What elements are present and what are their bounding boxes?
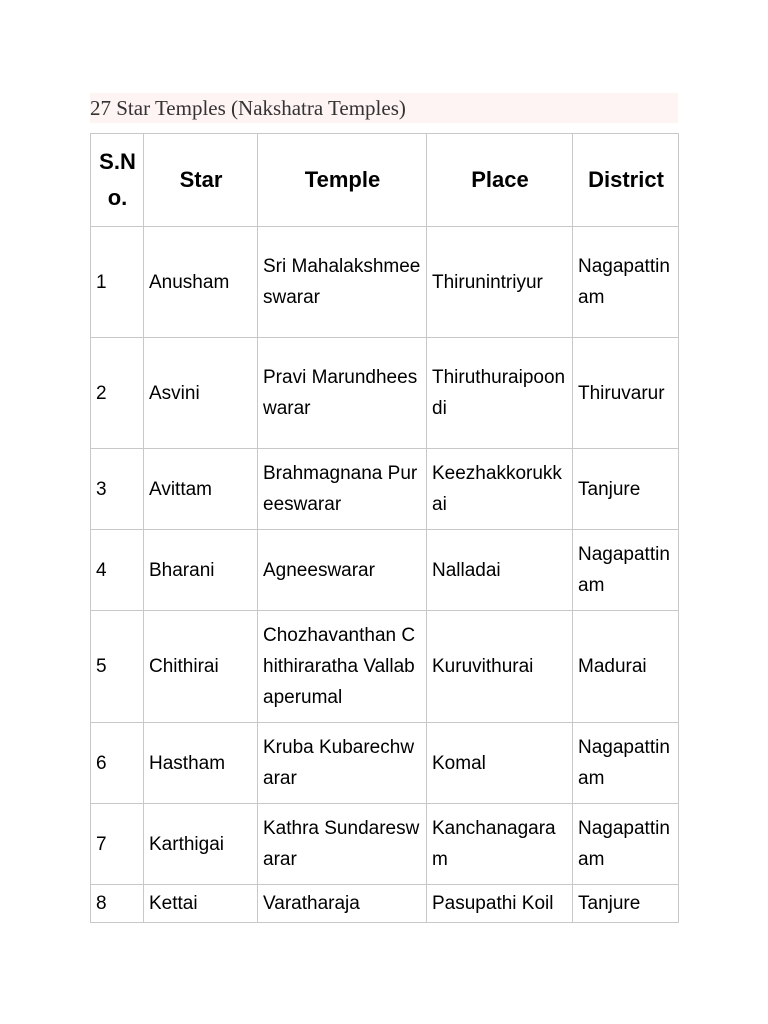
cell-district: Tanjure [573, 885, 679, 923]
cell-place: Thirunintriyur [427, 227, 573, 338]
cell-star: Hastham [144, 723, 258, 804]
cell-star: Avittam [144, 449, 258, 530]
cell-sno: 5 [91, 611, 144, 723]
cell-place: Komal [427, 723, 573, 804]
cell-star: Chithirai [144, 611, 258, 723]
cell-temple: Sri Mahalakshmeeswarar [258, 227, 427, 338]
cell-sno: 4 [91, 530, 144, 611]
cell-place: Keezhakkorukkai [427, 449, 573, 530]
cell-sno: 2 [91, 338, 144, 449]
cell-district: Nagapattinam [573, 723, 679, 804]
header-sno: S.No. [91, 134, 144, 227]
cell-star: Anusham [144, 227, 258, 338]
cell-temple: Chozhavanthan Chithiraratha Vallabaperumal [258, 611, 427, 723]
temples-table [90, 133, 679, 923]
cell-place: Thiruthuraipoondi [427, 338, 573, 449]
cell-sno: 7 [91, 804, 144, 885]
header-district: District [573, 134, 679, 227]
header-place: Place [427, 134, 573, 227]
cell-place: Kanchanagaram [427, 804, 573, 885]
header-temple: Temple [258, 134, 427, 227]
cell-temple: Agneeswarar [258, 530, 427, 611]
cell-place: Pasupathi Koil [427, 885, 573, 923]
cell-temple: Brahmagnana Pureeswarar [258, 449, 427, 530]
cell-district: Nagapattinam [573, 227, 679, 338]
cell-star: Karthigai [144, 804, 258, 885]
cell-sno: 1 [91, 227, 144, 338]
cell-sno: 6 [91, 723, 144, 804]
table-header-row [91, 134, 679, 227]
cell-star: Asvini [144, 338, 258, 449]
cell-district: Madurai [573, 611, 679, 723]
cell-star: Kettai [144, 885, 258, 923]
table-row [91, 611, 679, 723]
table-row [91, 885, 679, 923]
cell-district: Tanjure [573, 449, 679, 530]
table-row [91, 530, 679, 611]
cell-temple: Pravi Marundheeswarar [258, 338, 427, 449]
page-title: 27 Star Temples (Nakshatra Temples) [90, 93, 678, 123]
table-row [91, 804, 679, 885]
cell-place: Nalladai [427, 530, 573, 611]
cell-temple: Kruba Kubarechwarar [258, 723, 427, 804]
cell-place: Kuruvithurai [427, 611, 573, 723]
table-row [91, 723, 679, 804]
cell-temple: Varatharaja [258, 885, 427, 923]
table-row [91, 449, 679, 530]
table-row [91, 338, 679, 449]
cell-sno: 8 [91, 885, 144, 923]
cell-star: Bharani [144, 530, 258, 611]
table-row [91, 227, 679, 338]
cell-district: Thiruvarur [573, 338, 679, 449]
cell-sno: 3 [91, 449, 144, 530]
cell-district: Nagapattinam [573, 804, 679, 885]
header-star: Star [144, 134, 258, 227]
cell-district: Nagapattinam [573, 530, 679, 611]
cell-temple: Kathra Sundareswarar [258, 804, 427, 885]
